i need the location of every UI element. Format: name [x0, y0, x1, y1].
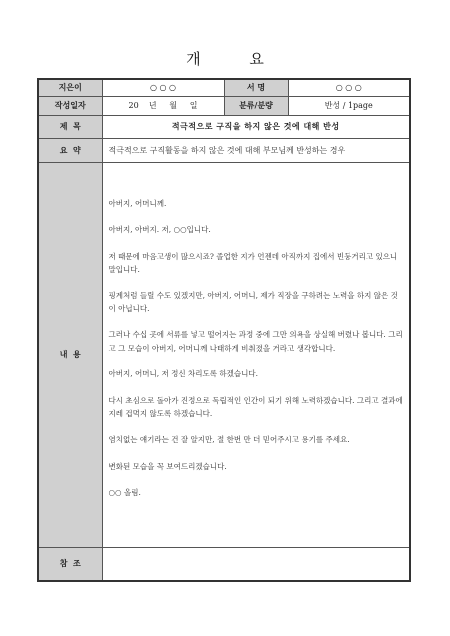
row-reference — [38, 547, 410, 581]
subject-label: 제 목 — [38, 115, 102, 138]
summary-label: 요 약 — [38, 138, 102, 162]
subject-value: 적극적으로 구직을 하지 않은 것에 대해 반성 — [102, 115, 410, 138]
letter-paragraph: 아버지, 어머니께. — [108, 198, 167, 208]
letter-paragraph: 변화된 모습을 꼭 보여드리겠습니다. — [108, 461, 227, 471]
letter-text — [103, 163, 410, 521]
letter-paragraph: 아버지, 아버지. 저, ○○입니다. — [108, 225, 211, 235]
letter-paragraph: 핑계처럼 들릴 수도 있겠지만, 아버지, 어머니, 제가 직장을 구하려는 노력을 하지 않은 것이 아닙니다. — [108, 290, 398, 314]
content-body — [102, 162, 410, 547]
document-title: 개 요 — [186, 50, 286, 68]
category-value: 반성 / 1page — [288, 96, 410, 115]
author-value: ○ ○ ○ — [102, 79, 224, 96]
letter-paragraph: 그러나 수십 곳에 서류를 넣고 떨어지는 과정 중에 그만 의욕을 상실해 버렸나 봅니다. 그리고 그 모습이 아버지, 어머니께 나태하게 비춰졌을 거라고 생각합니다. — [108, 330, 403, 353]
row-content — [38, 162, 410, 547]
content-label: 내 용 — [38, 162, 102, 547]
letter-paragraph: 염치없는 얘기라는 건 잘 알지만, 절 한번 만 더 믿어주시고 용기를 주세요. — [108, 435, 350, 445]
summary-value: 적극적으로 구직활동을 하지 않은 것에 대해 부모님께 반성하는 경우 — [102, 138, 410, 162]
letter-paragraph: 저 때문에 마음고생이 많으시죠? 졸업한 지가 언젠데 아직까지 집에서 빈둥거리고 있으니 말입니다. — [108, 251, 398, 275]
letter-paragraph: 다시 초심으로 돌아가 진정으로 독립적인 인간이 되기 위해 노력하겠습니다. 그리고 결과에 지레 겁먹지 않도록 하겠습니다. — [108, 395, 403, 419]
letter-paragraph: ○○ 올림. — [108, 488, 141, 498]
signature-label: 서 명 — [224, 79, 288, 96]
category-label: 분류/분량 — [224, 96, 288, 115]
date-value: 20 년 월 일 — [102, 96, 224, 115]
row-date — [38, 96, 410, 115]
overview-table — [37, 78, 411, 582]
reference-value — [102, 547, 410, 581]
reference-label: 참 조 — [38, 547, 102, 581]
signature-value: ○ ○ ○ — [288, 79, 410, 96]
row-subject — [38, 115, 410, 138]
row-author — [38, 79, 410, 96]
row-summary — [38, 138, 410, 162]
letter-paragraph: 아버지, 어머니, 저 정신 차리도록 하겠습니다. — [108, 369, 258, 379]
date-label: 작성일자 — [38, 96, 102, 115]
author-label: 지은이 — [38, 79, 102, 96]
